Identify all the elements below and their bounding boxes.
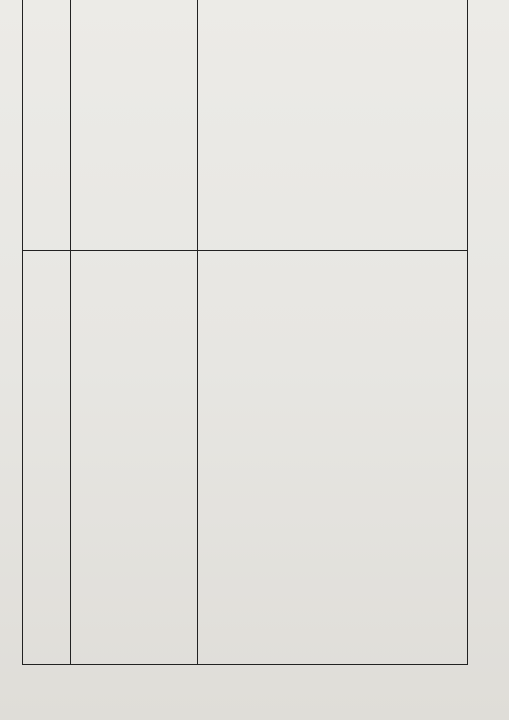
column-divider: [70, 0, 71, 664]
column-divider: [197, 0, 198, 664]
curriculum-table: [22, 0, 468, 665]
row-divider: [23, 250, 467, 251]
